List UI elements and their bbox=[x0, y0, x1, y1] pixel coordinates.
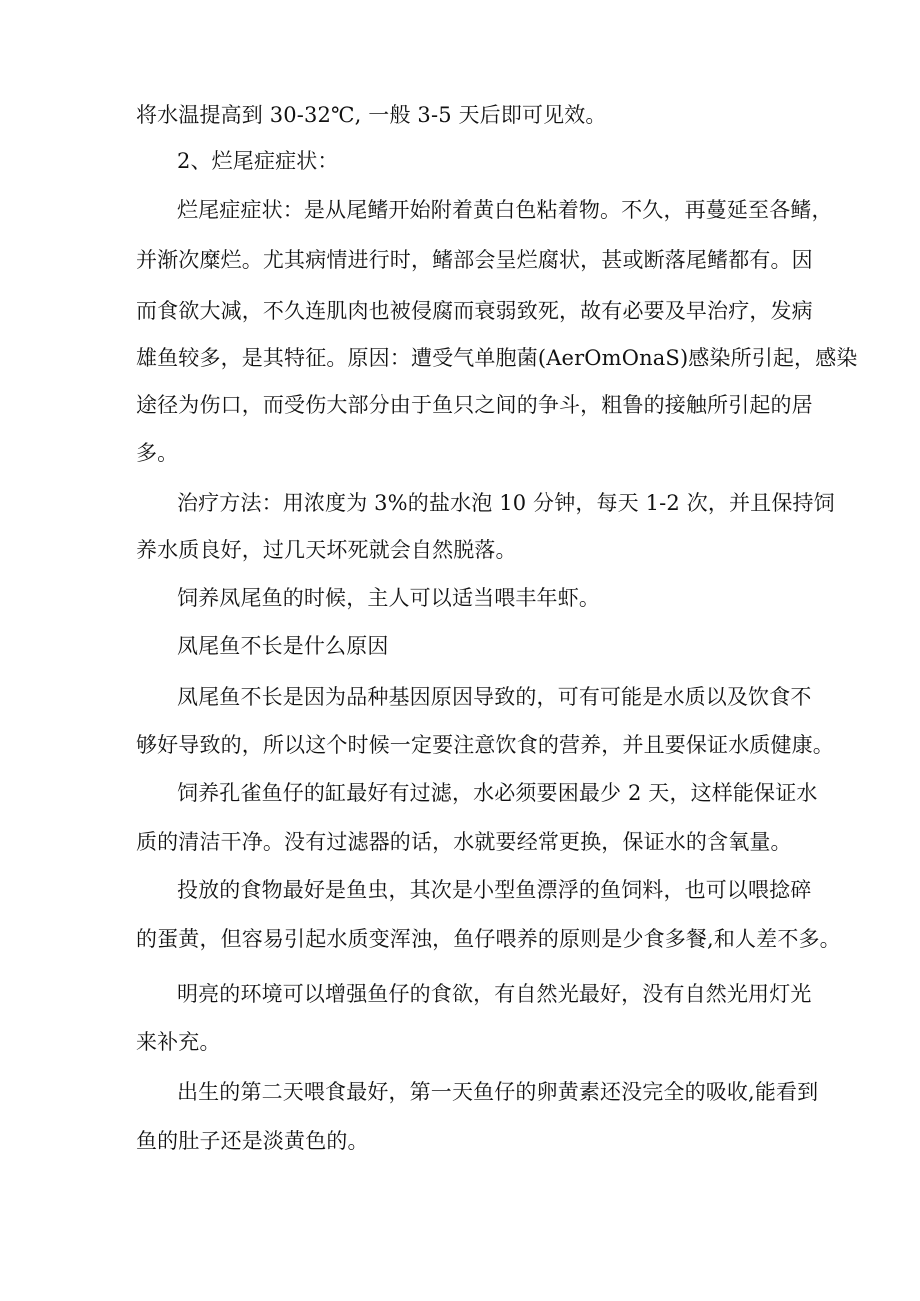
section-heading: 2、烂尾症症状： bbox=[177, 149, 339, 173]
text-line: 质的清洁干净。没有过滤器的话，水就要经常更换，保证水的含氧量。 bbox=[136, 830, 792, 854]
text-line: 饲养孔雀鱼仔的缸最好有过滤，水必须要困最少 2 天，这样能保证水 bbox=[177, 781, 818, 805]
text-line: 明亮的环境可以增强鱼仔的食欲，有自然光最好，没有自然光用灯光 bbox=[177, 982, 812, 1006]
text-line: 并渐次糜烂。尤其病情进行时，鳍部会呈烂腐状，甚或断落尾鳍都有。因 bbox=[136, 248, 813, 272]
text-line: 凤尾鱼不长是因为品种基因原因导致的，可有可能是水质以及饮食不 bbox=[177, 685, 812, 709]
text-line: 治疗方法：用浓度为 3%的盐水泡 10 分钟，每天 1-2 次，并且保持饲 bbox=[177, 491, 835, 515]
text-line: 够好导致的，所以这个时候一定要注意饮食的营养，并且要保证水质健康。 bbox=[136, 733, 834, 757]
text-line: 多。 bbox=[136, 441, 179, 465]
text-line: 鱼的肚子还是淡黄色的。 bbox=[136, 1129, 369, 1153]
text-line: 投放的食物最好是鱼虫，其次是小型鱼漂浮的鱼饲料，也可以喂捻碎 bbox=[177, 878, 812, 902]
text-line: 将水温提高到 30-32℃, 一般 3-5 天后即可见效。 bbox=[136, 103, 607, 127]
text-line: 途径为伤口，而受伤大部分由于鱼只之间的争斗，粗鲁的接触所引起的居 bbox=[136, 393, 813, 417]
text-line: 烂尾症症状：是从尾鳍开始附着黄白色粘着物。不久，再蔓延至各鳍， bbox=[177, 198, 833, 222]
text-line: 的蛋黄，但容易引起水质变浑浊，鱼仔喂养的原则是少食多餐,和人差不多。 bbox=[136, 927, 841, 951]
text-line: 饲养凤尾鱼的时候，主人可以适当喂丰年虾。 bbox=[177, 586, 600, 610]
text-line: 养水质良好，过几天坏死就会自然脱落。 bbox=[136, 538, 517, 562]
section-heading: 凤尾鱼不长是什么原因 bbox=[177, 634, 389, 658]
text-line: 出生的第二天喂食最好，第一天鱼仔的卵黄素还没完全的吸收,能看到 bbox=[177, 1080, 819, 1104]
text-line: 而食欲大减，不久连肌肉也被侵腐而衰弱致死，故有必要及早治疗，发病 bbox=[136, 299, 813, 323]
text-line: 来补充。 bbox=[136, 1030, 221, 1054]
text-line: 雄鱼较多，是其特征。原因：遭受气单胞菌(AerOmOnaS)感染所引起，感染 bbox=[136, 346, 858, 370]
